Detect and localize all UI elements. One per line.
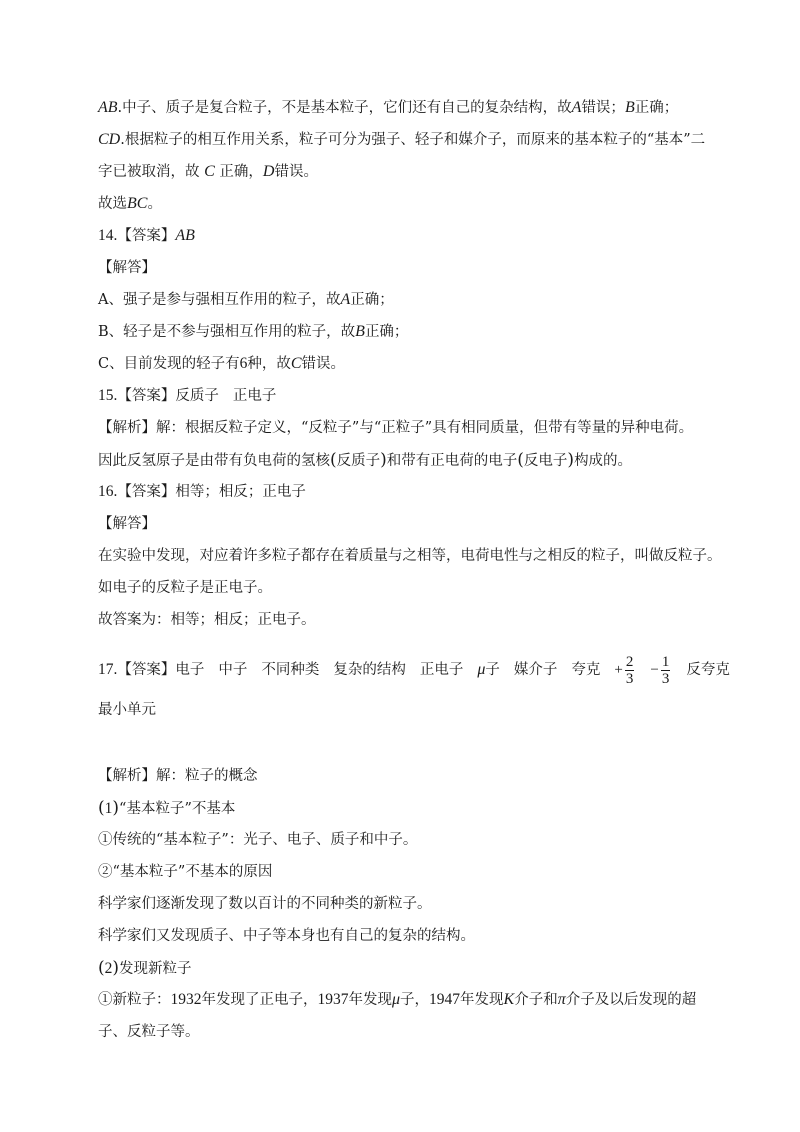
answer-value: 中子 [218,662,248,678]
fraction-denominator: 3 [661,670,670,687]
section-heading: (1)“基本粒子”不基本 [98,798,236,818]
option-letter: A [340,291,351,308]
answer-value: 子 [485,662,500,678]
option-letter: A [571,99,582,116]
question-15-answer [98,386,702,406]
analysis-line: 子、反粒子等。 [98,1024,200,1040]
answer-tag: 【答案】 [117,484,176,500]
pi-symbol: π [557,991,566,1008]
answer-value: 媒介子 [513,662,558,678]
answer-tag: 【答案】 [117,388,176,404]
analysis-text: 反电子 [523,453,568,469]
solution-line [98,290,702,310]
fraction-denominator: 3 [625,670,634,687]
answer-text: 。 [147,196,162,212]
analysis-line: 科学家们又发现质子、中子等本身也有自己的复杂的结构。 [98,928,475,944]
analysis-line: ①传统的“基本粒子”：光子、电子、质子和中子。 [98,832,418,848]
analysis-text: 子， [400,992,430,1008]
solution-text: 错误。 [301,356,346,372]
analysis-line: 因此反氢原子是由带有负电荷的氢核(反质子)和带有正电荷的电子(反电子)构成的。 [98,450,633,470]
solution-text: C、目前发现的轻子有 [98,356,240,372]
solution-text: B、轻子是不参与强相互作用的粒子，故 [98,324,356,340]
analysis-text: 年发现 [460,992,504,1008]
option-letter: BC [127,195,148,212]
solution-text: 正确； [364,324,409,340]
solution-line: 故答案为：相等；相反；正电子。 [98,612,316,628]
solution-heading: 【解答】 [98,260,156,276]
analysis-line: 【解析】解：根据反粒子定义，“反粒子”与“正粒子”具有相同质量，但带有等量的异种电荷。 [98,420,694,436]
question-14-answer [98,226,702,246]
analysis-text: 因此反氢原子是由带有负电荷的氢核 [98,453,330,469]
solution-line: 在实验中发现，对应着许多粒子都存在着质量与之相等，电荷电性与之相反的粒子，叫做反粒子。 [98,548,722,564]
answer-value: 相等；相反；正电子 [175,484,306,500]
answer-value: 复杂的结构 [333,662,406,678]
solution-text: A、强子是参与强相互作用的粒子，故 [98,292,341,308]
section-title: “基本粒子”不基本 [119,801,236,817]
mu-symbol: μ [477,661,486,678]
fraction-numerator: 1 [661,653,670,670]
question-number: 14. [98,227,118,244]
option-letter: B [355,323,365,340]
analysis-text: ①新粒子： [98,992,171,1008]
number: 6 [239,355,248,372]
answer-tag: 【答案】 [117,228,176,244]
option-letter: C [204,163,215,180]
fraction-sign: + [614,662,623,678]
year: 1947 [429,991,461,1008]
analysis-line [98,990,702,1010]
analysis-text: 年发现 [348,992,392,1008]
section-heading: (2)发现新粒子 [98,958,192,978]
analysis-line: 【解析】解：粒子的概念 [98,768,258,784]
answer-value: 电子 [175,662,205,678]
answer-text: 正确， [219,164,263,180]
answer-text: 错误。 [274,164,318,180]
option-label-cd: CD [98,131,121,148]
option-label-ab: AB [98,99,118,116]
mu-symbol: μ [392,991,401,1008]
section-number: 2 [104,960,113,977]
analysis-text: 构成的。 [574,453,633,469]
solution-heading: 【解答】 [98,516,156,532]
analysis-text: 年发现了正电子， [201,992,318,1008]
answer-text: 故选 [98,196,127,212]
year: 1937 [317,991,349,1008]
question-number: 17. [98,661,118,678]
answer-value: 夸克 [571,662,601,678]
solution-text: 正确； [350,292,394,308]
fraction-sign: − [650,662,659,678]
solution-line [98,322,702,342]
year: 1932 [170,991,202,1008]
answer-value: 反质子 [175,388,219,404]
fraction-one-third [661,654,671,687]
answer-line [98,162,702,182]
answer-value: 反夸克 [686,662,730,678]
solution-text: 种，故 [247,356,291,372]
answer-line: 最小单元 [98,702,156,718]
answer-line-cd [98,130,706,150]
fraction-two-thirds [625,654,635,687]
question-16-answer [98,482,702,502]
answer-value: 正电子 [419,662,464,678]
answer-value: 正电子 [232,388,277,404]
analysis-text: 介子和 [514,992,558,1008]
answer-value: 不同种类 [261,662,320,678]
answer-tag: 【答案】 [117,662,176,678]
answer-line [98,194,702,214]
option-letter: D [262,163,275,180]
analysis-text: 反质子 [336,453,381,469]
question-17-answer [98,652,730,688]
answer-line-ab [98,98,702,118]
option-letter: C [290,355,302,372]
question-number: 16. [98,483,118,500]
answer-text: .根据粒子的相互作用关系，粒子可分为强子、轻子和媒介子，而原来的基本粒子的“基本”二 [120,132,706,148]
fraction-numerator: 2 [625,653,634,670]
section-number: 1 [104,800,113,817]
section-title: 发现新粒子 [119,961,192,977]
option-letter: B [624,99,635,116]
answer-text: 错误； [581,100,625,116]
analysis-line: ②“基本粒子”不基本的原因 [98,864,273,880]
analysis-text: 介子及以后发现的超 [565,992,697,1008]
answer-text: 正确； [634,100,679,116]
answer-text: .中子、质子是复合粒子，不是基本粒子，它们还有自己的复杂结构，故 [117,100,572,116]
k-symbol: K [503,991,515,1008]
solution-line: 如电子的反粒子是正电子。 [98,580,272,596]
solution-line [98,354,702,374]
analysis-line: 科学家们逐渐发现了数以百计的不同种类的新粒子。 [98,896,432,912]
answer-value: AB [175,227,195,244]
answer-text: 字已被取消，故 [98,164,200,180]
question-number: 15. [98,387,118,404]
analysis-text: 和带有正电荷的电子 [386,453,518,469]
